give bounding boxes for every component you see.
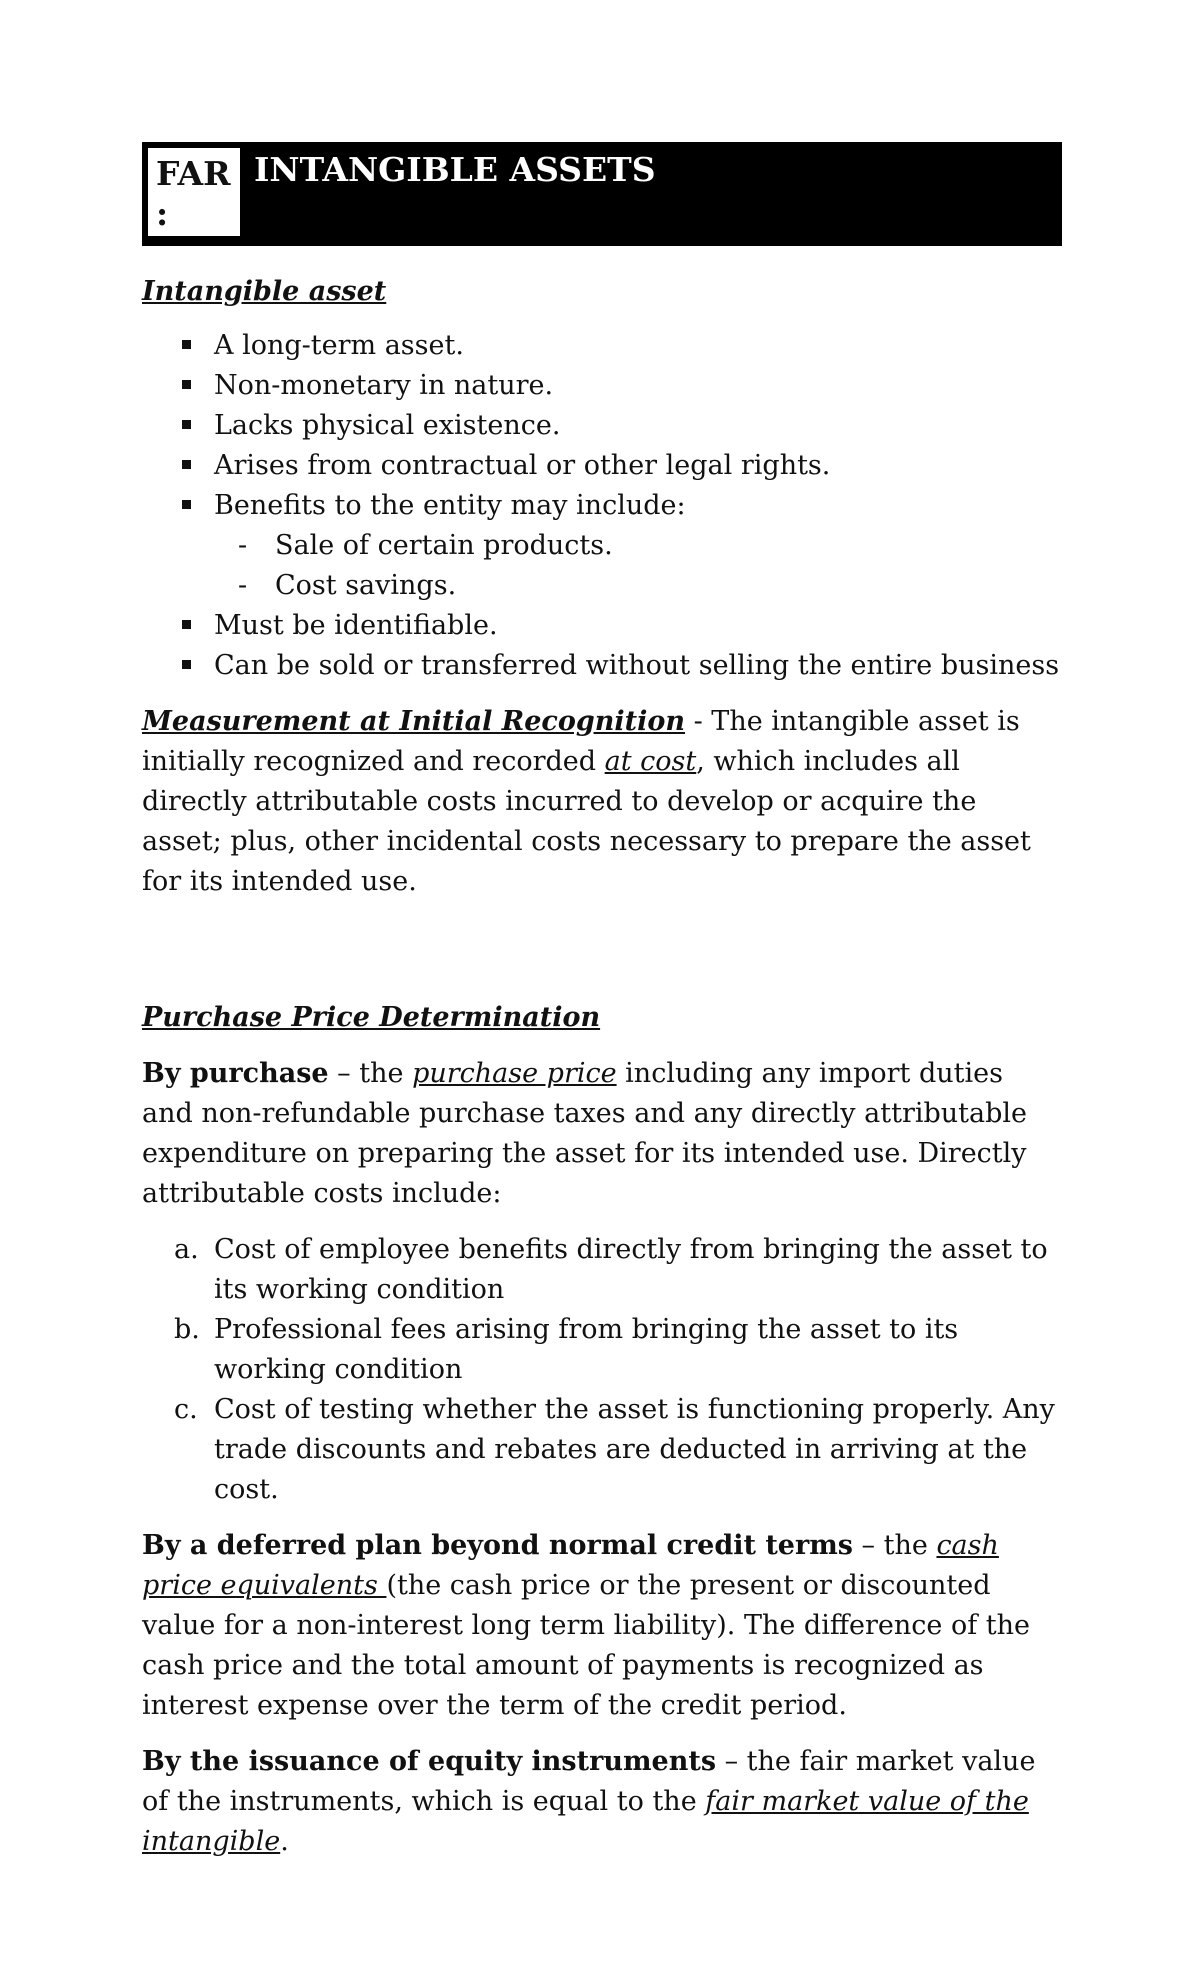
list-item: c. Cost of testing whether the asset is functioning properly. Any trade discounts and rebates are deducted in arriving at the cost. <box>174 1394 1055 1505</box>
at-cost-emphasis: at cost <box>604 746 697 777</box>
document-page <box>142 142 1062 1862</box>
by-purchase-label: By purchase <box>142 1058 329 1089</box>
square-bullet-icon <box>182 340 191 349</box>
benefits-sub-list <box>142 526 1062 606</box>
sub-list-item: - Cost savings. <box>142 566 1062 606</box>
purchase-price-emphasis: purchase price <box>412 1058 617 1089</box>
equity-instruments-paragraph: By the issuance of equity instruments – the fair market value of the instruments, which is equal to the fair market value of the intangible. <box>142 1746 1036 1857</box>
intangible-heading <box>142 272 1062 312</box>
list-item: Lacks physical existence. <box>142 406 1062 446</box>
list-item: Non-monetary in nature. <box>142 366 1062 406</box>
square-bullet-icon <box>182 660 191 669</box>
square-bullet-icon <box>182 500 191 509</box>
dash-marker: - <box>238 530 248 561</box>
equity-instruments-label: By the issuance of equity instruments <box>142 1746 717 1777</box>
square-bullet-icon <box>182 380 191 389</box>
intangible-heading-text: Intangible asset <box>142 276 387 307</box>
subject-colon: : <box>156 194 169 233</box>
list-item: A long-term asset. <box>142 326 1062 366</box>
dash-marker: - <box>238 570 248 601</box>
by-purchase-paragraph: By purchase – the purchase price including any import duties and non-refundable purchase taxes and any directly attributable expenditure on preparing the asset for its intended use. Directly attributable costs include: <box>142 1058 1028 1209</box>
square-bullet-icon <box>182 420 191 429</box>
cash-price-equivalents-emphasis: cash price equivalents <box>142 1530 999 1601</box>
page-title: INTANGIBLE ASSETS <box>254 150 656 189</box>
attributable-costs-list <box>142 1230 1062 1510</box>
measurement-heading: Measurement at Initial Recognition <box>142 706 686 737</box>
intangible-bullet-list-continued <box>142 606 1062 686</box>
list-item: Arises from contractual or other legal rights. <box>142 446 1062 486</box>
list-item: b. Professional fees arising from bringing the asset to its working condition <box>174 1314 959 1385</box>
purchase-heading <box>142 998 1062 1038</box>
measurement-paragraph: Measurement at Initial Recognition - The intangible asset is initially recognized and recorded at cost, which includes all directly attributable costs incurred to develop or acquire the asset; plus, other incidental costs necessary to prepare the asset for its intended use. <box>142 706 1031 897</box>
sub-list-item: - Sale of certain products. <box>142 526 1062 566</box>
list-item: Can be sold or transferred without selling the entire business <box>142 646 1062 686</box>
square-bullet-icon <box>182 460 191 469</box>
fair-market-value-emphasis: fair market value of the intangible <box>142 1786 1029 1857</box>
square-bullet-icon <box>182 620 191 629</box>
list-item: a. Cost of employee benefits directly from bringing the asset to its working condition <box>174 1234 1048 1305</box>
intangible-bullet-list <box>142 326 1062 526</box>
subject-prefix: FAR <box>156 154 231 193</box>
list-item: Benefits to the entity may include: <box>142 486 1062 526</box>
purchase-heading-text: Purchase Price Determination <box>142 1002 601 1033</box>
subject-label <box>148 148 240 236</box>
title-banner <box>142 142 1062 246</box>
list-item: Must be identifiable. <box>142 606 1062 646</box>
deferred-plan-label: By a deferred plan beyond normal credit terms <box>142 1530 853 1561</box>
deferred-plan-paragraph: By a deferred plan beyond normal credit terms – the cash price equivalents (the cash price or the present or discounted value for a non-interest long term liability). The difference of the cash price and the total amount of payments is recognized as interest expense over the term of the credit period. <box>142 1530 1031 1721</box>
